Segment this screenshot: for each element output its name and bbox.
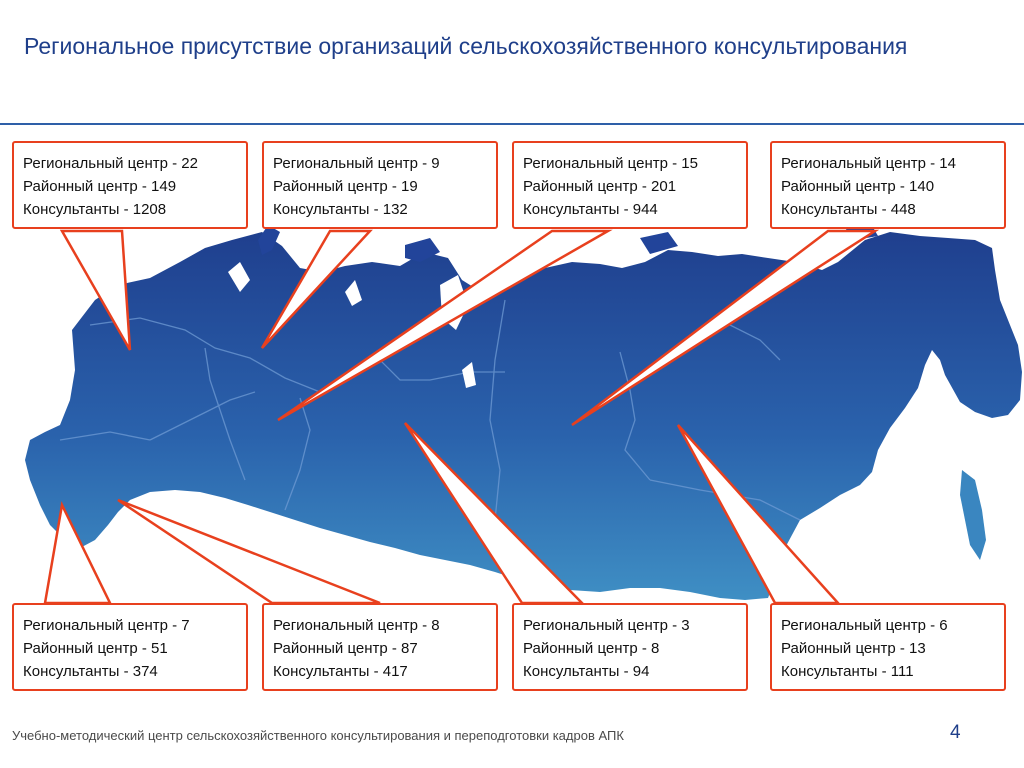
consultants: Консультанты - 94 (523, 663, 650, 680)
consultants: Консультанты - 448 (781, 201, 916, 218)
consultants: Консультанты - 1208 (23, 201, 167, 218)
callout-box-6 (262, 603, 498, 691)
regional-centers: Региональный центр - 22 (23, 155, 198, 172)
district-centers: Районный центр - 13 (781, 640, 926, 657)
slide-footer: Учебно-методический центр сельскохозяйственного консультирования и переподготовки кадров АПК (12, 728, 624, 743)
regional-centers: Региональный центр - 7 (23, 617, 190, 634)
callout-box-2 (262, 141, 498, 229)
consultants: Консультанты - 374 (23, 663, 158, 680)
consultants: Консультанты - 132 (273, 201, 408, 218)
callout-box-8 (770, 603, 1006, 691)
callout-box-1 (12, 141, 248, 229)
callout-box-7 (512, 603, 748, 691)
map-island-sakhalin (960, 470, 986, 560)
district-centers: Районный центр - 8 (523, 640, 660, 657)
regional-centers: Региональный центр - 15 (523, 155, 698, 172)
callout-box-3 (512, 141, 748, 229)
consultants: Консультанты - 417 (273, 663, 408, 680)
slide-title: Региональное присутствие организаций сельскохозяйственного консультирования (24, 33, 908, 59)
district-centers: Районный центр - 87 (273, 640, 418, 657)
consultants: Консультанты - 111 (781, 663, 914, 680)
regional-centers: Региональный центр - 3 (523, 617, 690, 634)
page-number: 4 (950, 722, 961, 743)
district-centers: Районный центр - 140 (781, 178, 935, 195)
district-centers: Районный центр - 201 (523, 178, 677, 195)
district-centers: Районный центр - 19 (273, 178, 418, 195)
regional-centers: Региональный центр - 8 (273, 617, 440, 634)
consultants: Консультанты - 944 (523, 201, 658, 218)
regional-centers: Региональный центр - 6 (781, 617, 948, 634)
district-centers: Районный центр - 149 (23, 178, 177, 195)
callout-box-5 (12, 603, 248, 691)
district-centers: Районный центр - 51 (23, 640, 168, 657)
callout-box-4 (770, 141, 1006, 229)
regional-centers: Региональный центр - 14 (781, 155, 956, 172)
regional-centers: Региональный центр - 9 (273, 155, 440, 172)
